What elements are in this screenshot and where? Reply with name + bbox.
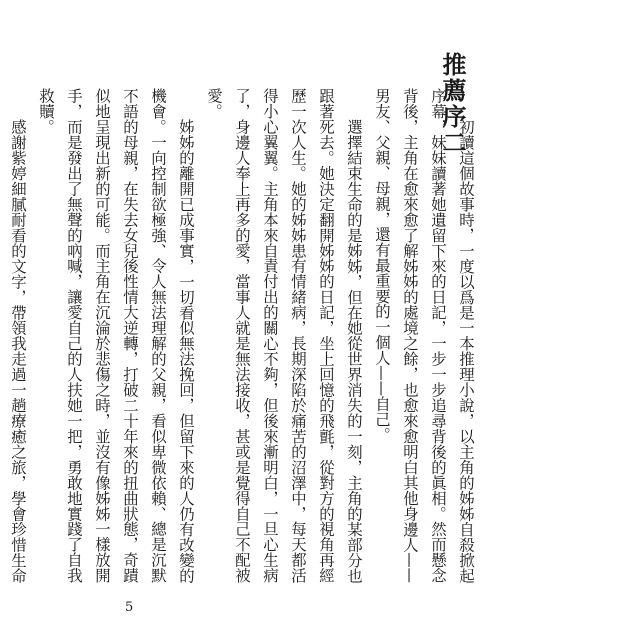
page-number: 5	[125, 600, 134, 615]
paragraph-4: 感謝紫婷細膩耐看的文字，帶領我走過一趟療癒之旅，學會珍惜生命	[9, 118, 27, 583]
paragraph-2: 選擇結束生命的是姊姊，但在她從世界消失的一刻，主角的某部分也跟著死去。她決定翻開姊姊的日記，坐上回憶的飛氈，從對方的視角再經歷一次人生。她的姊姊患有情緒病，長期深陷於痛苦的沼澤中，每天都活得小心翼翼。主角本來自責付出的關心不夠，但後來漸明白，一旦心生病了，身邊人奉上再多的愛，當事人就是無法接收，甚或是覺得自己不配被愛。	[205, 88, 363, 583]
paragraph-3: 姊姊的離開已成事實，一切看似無法挽回，但留下來的人仍有改變的機會。一向控制欲極強、令人無法理解的父親，看似卑微依賴、總是沉默不語的母親，在失去女兒後性情大逆轉，打破二十年來的扭曲狀態，奇蹟似地呈現出新的可能。而主角在沉淪於悲傷之時，並沒有像姊姊一樣放開手，而是發出了無聲的吶喊，讓愛自己的人扶她一把，勇敢地實踐了自我救贖。	[37, 88, 195, 583]
paragraph-1: 初讀這個故事時，一度以爲是一本推理小說，以主角的姊姊自殺掀起序幕，妹妹讀著她遺留下來的日記，一步一步追尋背後的眞相。然而懸念背後，主角在愈來愈了解姊姊的處境之餘，也愈來愈明白其他身邊人——男友、父親、母親，還有最重要的一個人——自己。	[373, 88, 475, 583]
body-text	[9, 88, 480, 583]
chapter-title: 推薦序二	[438, 52, 467, 156]
